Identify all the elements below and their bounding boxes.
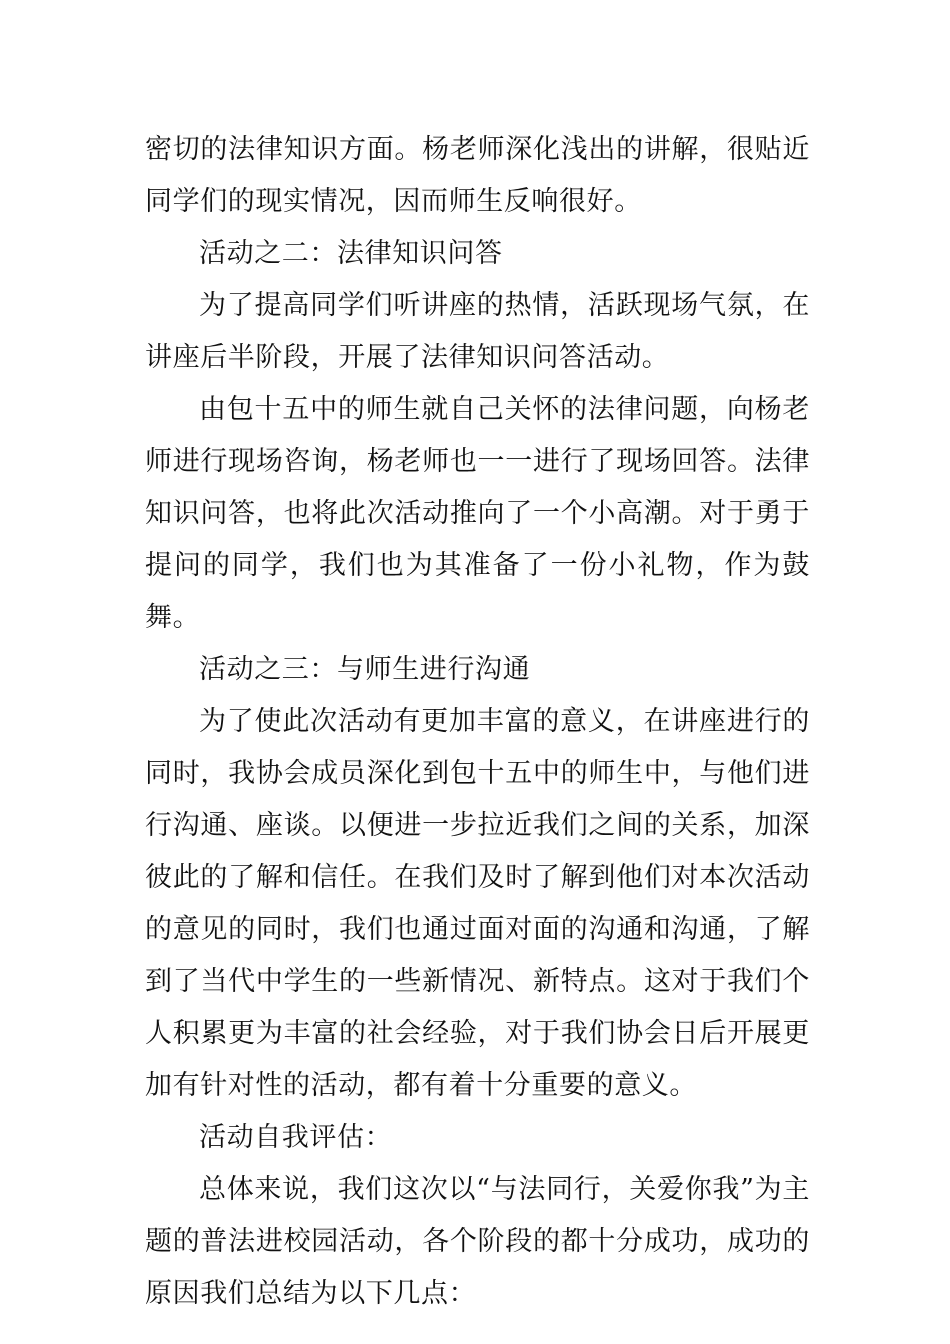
heading-activity-three: 活动之三：与师生进行沟通 (199, 654, 531, 685)
paragraph-lecture-summary: 密切的法律知识方面。杨老师深化浅出的讲解，很贴近同学们的现实情况，因而师生反响很好。 (145, 134, 810, 217)
paragraph-communication: 为了使此次活动有更加丰富的意义，在讲座进行的同时，我协会成员深化到包十五中的师生中，与他们进行沟通、座谈。以便进一步拉近我们之间的关系，加深彼此的了解和信任。在我们及时了解到他们对本次活动的意见的同时，我们也通过面对面的沟通和沟通，了解到了当代中学生的一些新情况、新特点。这对于我们个人积累更为丰富的社会经验，对于我们协会日后开展更加有针对性的活动，都有着十分重要的意义。 (145, 706, 810, 1101)
document-body (145, 124, 810, 1320)
paragraph-evaluation-summary: 总体来说，我们这次以“与法同行，关爱你我”为主题的普法进校园活动，各个阶段的都十分成功，成功的原因我们总结为以下几点： (145, 1174, 810, 1309)
paragraph-qa-intro: 为了提高同学们听讲座的热情，活跃现场气氛，在讲座后半阶段，开展了法律知识问答活动。 (145, 290, 810, 373)
heading-self-evaluation: 活动自我评估： (199, 1122, 393, 1153)
heading-activity-two: 活动之二：法律知识问答 (199, 238, 503, 269)
paragraph-qa-details: 由包十五中的师生就自己关怀的法律问题，向杨老师进行现场咨询，杨老师也一一进行了现场回答。法律知识问答，也将此次活动推向了一个小高潮。对于勇于提问的同学，我们也为其准备了一份小礼物，作为鼓舞。 (145, 394, 810, 633)
